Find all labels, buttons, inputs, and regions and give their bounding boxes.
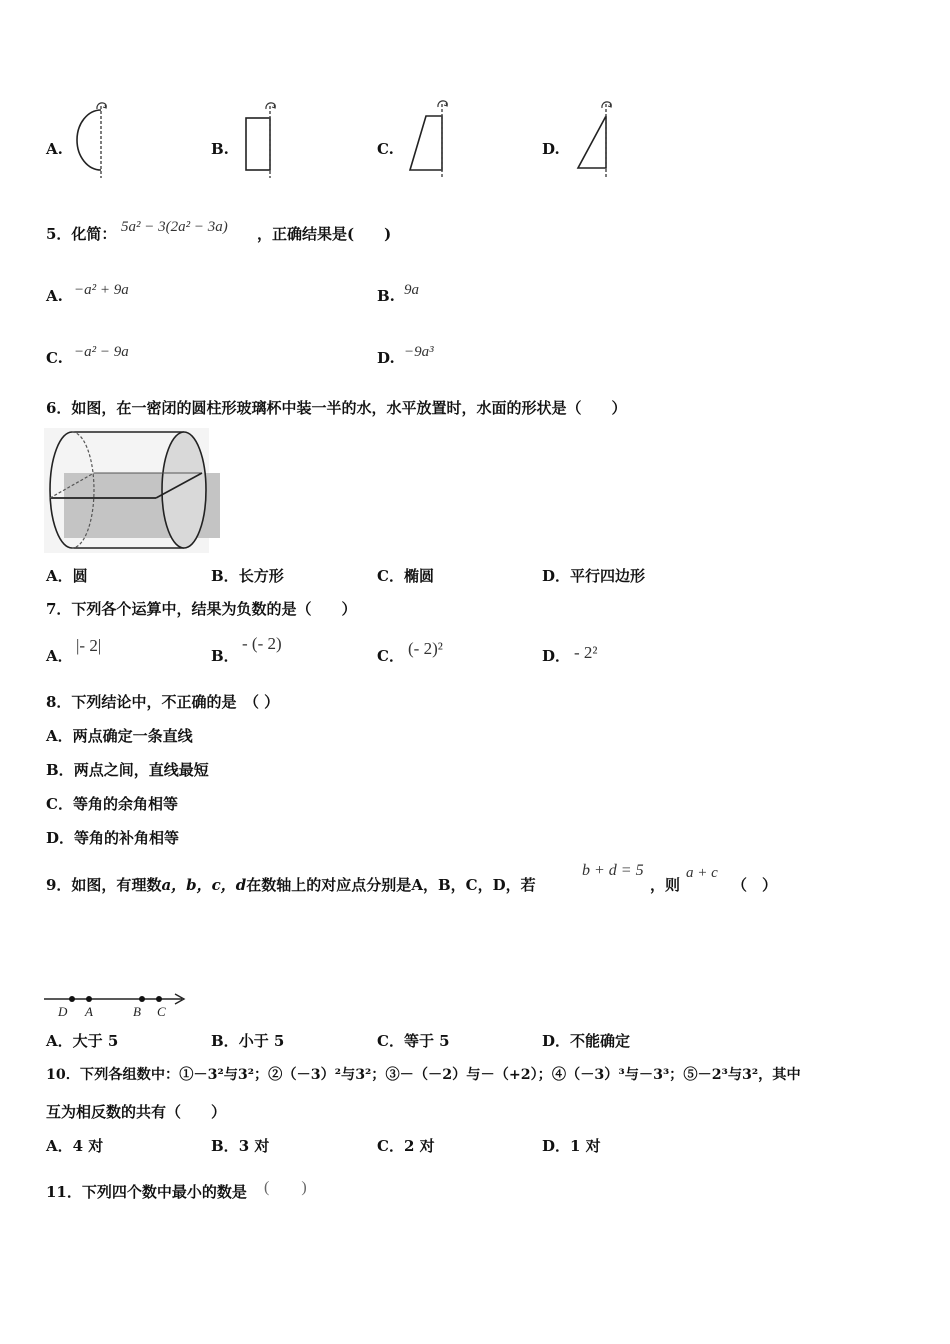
q6-option-d: D．平行四边形 bbox=[542, 567, 646, 585]
q4-figure-d bbox=[570, 98, 625, 183]
q4-figure-c bbox=[402, 98, 457, 183]
q9-point-a bbox=[86, 996, 92, 1002]
q10-option-a: A．4 对 bbox=[46, 1137, 104, 1155]
q8-option-b: B．两点之间，直线最短 bbox=[46, 761, 209, 779]
q7-option-b-math: - (- 2) bbox=[242, 634, 282, 653]
q5-option-a-label: A. bbox=[46, 287, 63, 305]
q9-option-c: C．等于 5 bbox=[377, 1032, 450, 1050]
q7-stem: 7．下列各个运算中，结果为负数的是（ ） bbox=[46, 600, 357, 618]
q5-option-d-label: D. bbox=[377, 349, 395, 367]
q9-condition: b + d = 5 bbox=[582, 862, 644, 879]
q7-option-c-label: C． bbox=[377, 647, 404, 665]
q4-figure-a bbox=[70, 98, 115, 183]
q11-paren: ( ) bbox=[264, 1179, 307, 1196]
q5-option-b-label: B. bbox=[377, 287, 395, 305]
q7-option-a-math: |- 2| bbox=[76, 636, 102, 655]
q6-stem: 6．如图，在一密闭的圆柱形玻璃杯中装一半的水，水平放置时，水面的形状是（ ） bbox=[46, 399, 627, 417]
q9-option-d: D．不能确定 bbox=[542, 1032, 631, 1050]
q10-stem-line1: 10．下列各组数中：①－3²与3²；②（－3）²与3²；③－（－2）与－（+2）；④（－3）³与－3³；⑤－2³与3²，其中 bbox=[46, 1067, 801, 1083]
q8-option-d: D．等角的补角相等 bbox=[46, 829, 180, 847]
q6-cylinder-figure bbox=[44, 428, 209, 553]
q9-points: A，B，C，D bbox=[411, 876, 506, 894]
q5-option-a-math: −a² + 9a bbox=[74, 282, 129, 298]
q7-option-c-math: (- 2)² bbox=[408, 639, 443, 658]
q9-point-d bbox=[69, 996, 75, 1002]
q5-stem-suffix: ，正确结果是( ) bbox=[257, 225, 392, 243]
q4-option-b-label: B. bbox=[211, 140, 229, 158]
q6-option-c: C．椭圆 bbox=[377, 567, 434, 585]
q9-axis-label-c: C bbox=[157, 1004, 166, 1019]
q6-option-b: B．长方形 bbox=[211, 567, 284, 585]
q6-option-a: A．圆 bbox=[46, 567, 88, 585]
q9-stem-then: ，则 bbox=[650, 876, 681, 894]
q8-stem: 8．下列结论中，不正确的是 （ ） bbox=[46, 693, 280, 711]
q9-option-a: A．大于 5 bbox=[46, 1032, 119, 1050]
q9-vars: a，b，c，d bbox=[161, 876, 247, 894]
q9-stem-end: （ ） bbox=[732, 876, 778, 894]
q9-stem-line: 9．如图，有理数a，b，c，d在数轴上的对应点分别是A，B，C，D，若 bbox=[46, 876, 536, 894]
q9-point-c bbox=[156, 996, 162, 1002]
q5-option-c-label: C. bbox=[46, 349, 63, 367]
q10-option-d: D．1 对 bbox=[542, 1137, 601, 1155]
q4-option-c-label: C. bbox=[377, 140, 394, 158]
q5-option-c-math: −a² − 9a bbox=[74, 344, 129, 360]
q5-expression: 5a² − 3(2a² − 3a) bbox=[121, 219, 228, 235]
q7-option-d-label: D． bbox=[542, 647, 571, 665]
q4-figure-b bbox=[240, 98, 290, 183]
q5-stem-prefix: 5．化简： bbox=[46, 225, 117, 243]
q8-option-c: C．等角的余角相等 bbox=[46, 795, 178, 813]
q9-point-b bbox=[139, 996, 145, 1002]
q9-axis-label-a: A bbox=[85, 1004, 93, 1019]
q9-axis-label-d: D bbox=[58, 1004, 68, 1019]
q9-number-line bbox=[44, 990, 189, 1020]
q10-option-b: B．3 对 bbox=[211, 1137, 270, 1155]
q9-option-b: B．小于 5 bbox=[211, 1032, 285, 1050]
q7-option-a-label: A． bbox=[46, 647, 73, 665]
q5-option-d-math: −9a³ bbox=[404, 344, 434, 360]
q10-option-c: C．2 对 bbox=[377, 1137, 435, 1155]
q11-stem: 11．下列四个数中最小的数是 bbox=[46, 1183, 247, 1201]
q10-stem-line2: 互为相反数的共有（ ） bbox=[46, 1103, 227, 1121]
q4-option-d-label: D. bbox=[542, 140, 560, 158]
q4-option-a-label: A. bbox=[46, 140, 63, 158]
q7-option-d-math: - 2² bbox=[574, 643, 598, 662]
q9-axis-label-b: B bbox=[133, 1004, 141, 1019]
q7-option-b-label: B． bbox=[211, 647, 239, 665]
q9-query: a + c bbox=[686, 865, 718, 881]
q8-option-a: A．两点确定一条直线 bbox=[46, 727, 193, 745]
q5-option-b-math: 9a bbox=[404, 282, 419, 298]
